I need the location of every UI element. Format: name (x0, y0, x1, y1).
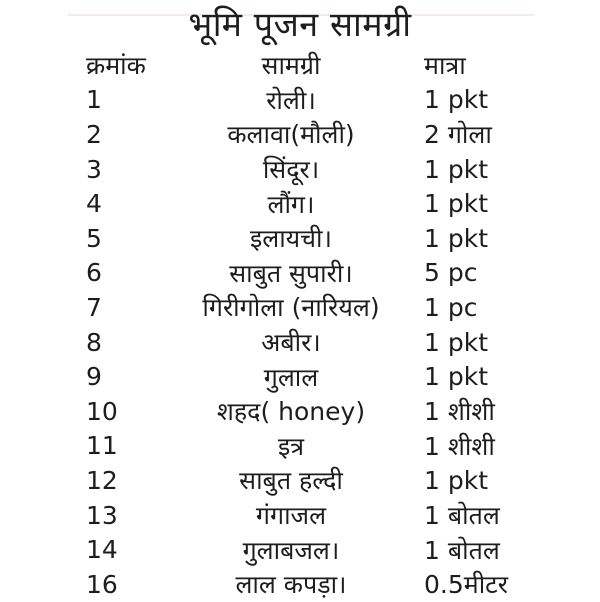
row-quantity: 1 pkt (424, 465, 489, 495)
row-item: शहद( honey) (216, 397, 366, 427)
row-serial: 6 (86, 258, 102, 288)
row-item: रोली। (266, 85, 316, 115)
table-row (0, 83, 600, 118)
table-row (0, 359, 600, 394)
table-body (0, 83, 600, 602)
table-row (0, 325, 600, 360)
row-item: गिरीगोला (नारियल) (202, 293, 380, 323)
row-quantity: 1 pkt (424, 85, 489, 115)
header-serial: क्रमांक (86, 51, 146, 81)
row-item: सिंदूर। (262, 155, 320, 185)
row-serial: 2 (86, 119, 102, 149)
table-row (0, 221, 600, 256)
table-row (0, 290, 600, 325)
table-row (0, 567, 600, 602)
row-item: लौंग। (267, 189, 315, 219)
table-row (0, 498, 600, 533)
row-quantity: 1 शीशी (424, 397, 495, 427)
row-item: कलावा(मौली) (227, 120, 355, 150)
table-row (0, 429, 600, 464)
row-serial: 16 (86, 569, 118, 599)
row-item: गुलाल (263, 362, 319, 392)
row-serial: 4 (86, 189, 102, 219)
row-serial: 3 (86, 154, 102, 184)
row-serial: 9 (86, 362, 102, 392)
row-serial: 11 (86, 431, 118, 461)
table-row (0, 394, 600, 429)
table-header-row (0, 48, 600, 83)
row-quantity: 5 pc (424, 258, 478, 288)
row-serial: 1 (86, 85, 102, 115)
table-row (0, 463, 600, 498)
row-serial: 14 (86, 535, 118, 565)
page-title: भूमि पूजन सामग्री (188, 5, 412, 45)
table-row (0, 532, 600, 567)
table-row (0, 152, 600, 187)
row-quantity: 1 pkt (424, 154, 489, 184)
header-item: सामग्री (261, 51, 321, 81)
row-quantity: 0.5मीटर (424, 570, 509, 600)
row-quantity: 1 pc (424, 292, 478, 322)
row-item: लाल कपड़ा। (235, 570, 347, 600)
header-quantity: मात्रा (424, 51, 466, 81)
row-quantity: 1 बोतल (424, 535, 500, 565)
row-serial: 8 (86, 327, 102, 357)
row-quantity: 1 pkt (424, 362, 489, 392)
row-quantity: 1 pkt (424, 327, 489, 357)
items-table (0, 48, 600, 602)
table-row (0, 186, 600, 221)
row-item: साबुत हल्दी (239, 466, 343, 496)
row-item: गुलाबजल। (242, 535, 340, 565)
row-item: गंगाजल (255, 501, 327, 531)
row-item: इलायची। (249, 224, 333, 254)
row-quantity: 1 शीशी (424, 431, 495, 461)
row-quantity: 1 pkt (424, 189, 489, 219)
row-quantity: 1 pkt (424, 223, 489, 253)
table-row (0, 256, 600, 291)
row-serial: 5 (86, 223, 102, 253)
row-serial: 10 (86, 396, 118, 426)
row-serial: 12 (86, 465, 118, 495)
table-row (0, 117, 600, 152)
row-item: साबुत सुपारी। (229, 258, 353, 288)
row-quantity: 1 बोतल (424, 501, 500, 531)
row-serial: 7 (86, 292, 102, 322)
row-serial: 13 (86, 500, 118, 530)
row-item: इत्र (277, 431, 305, 461)
row-item: अबीर। (261, 328, 321, 358)
row-quantity: 2 गोला (424, 120, 492, 150)
